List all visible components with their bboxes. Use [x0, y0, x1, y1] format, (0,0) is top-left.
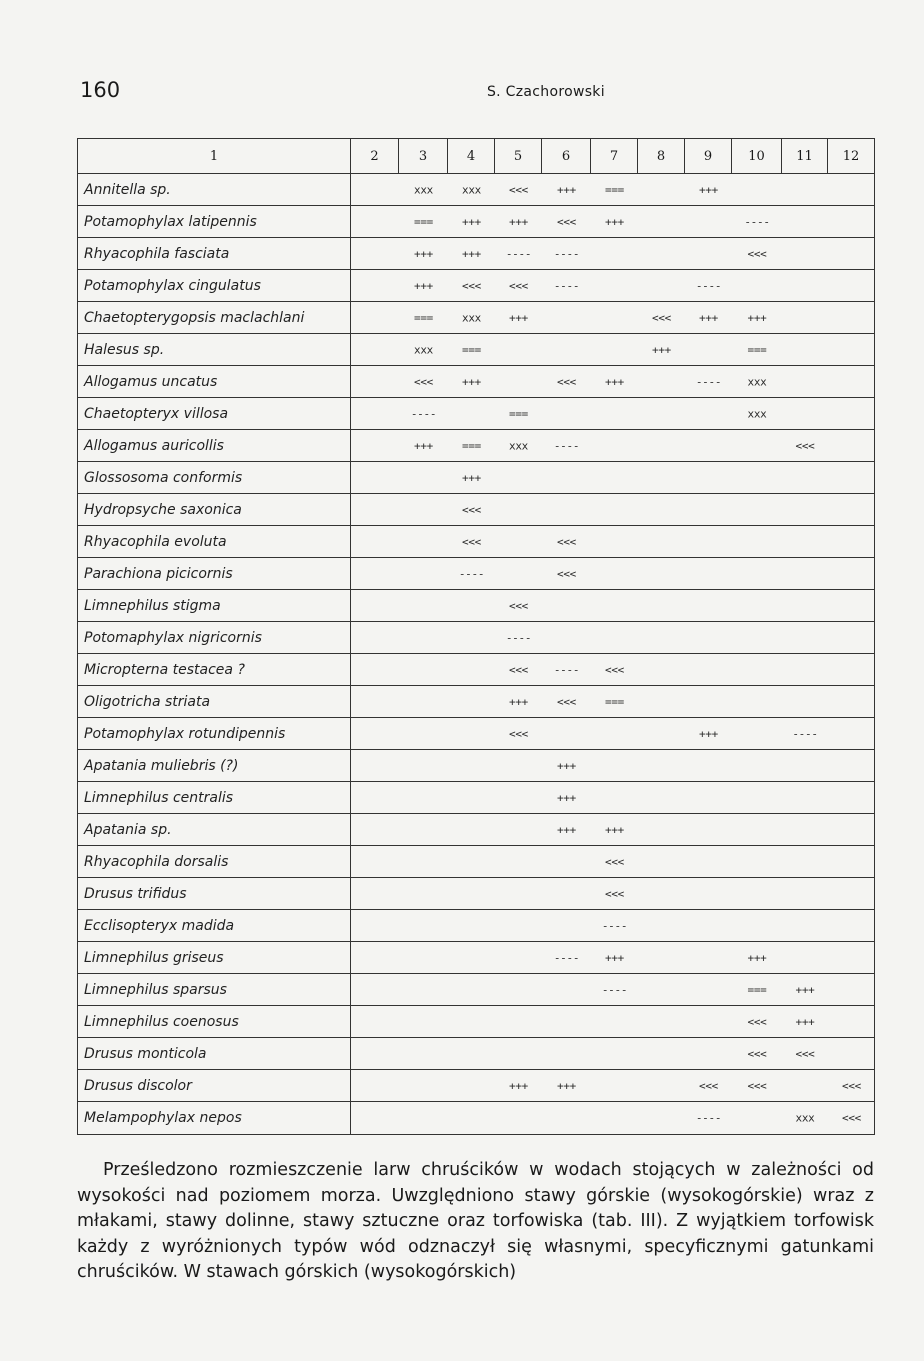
occurrence-cells: [351, 462, 875, 494]
species-name: Chaetopteryx villosa: [78, 398, 351, 430]
occurrence-mark: ----: [410, 407, 437, 420]
occurrence-mark: ----: [553, 279, 580, 292]
table-row: [78, 526, 875, 558]
occurrence-cells: [351, 430, 875, 462]
table-row: [78, 590, 875, 622]
occurrence-cells: [351, 302, 875, 334]
table-row: [78, 270, 875, 302]
column-header-7: 7: [591, 139, 638, 174]
occurrence-mark: +++: [509, 215, 528, 228]
column-header-4: 4: [448, 139, 495, 174]
species-name: Potamophylax rotundipennis: [78, 718, 351, 750]
occurrence-cells: [351, 1006, 875, 1038]
occurrence-mark: ----: [553, 247, 580, 260]
species-name: Potamophylax cingulatus: [78, 270, 351, 302]
occurrence-mark: ===: [605, 695, 624, 708]
column-header-10: 10: [732, 139, 782, 174]
column-header-3: 3: [399, 139, 448, 174]
occurrence-mark: xxx: [414, 343, 433, 356]
species-name: Limnephilus coenosus: [78, 1006, 351, 1038]
occurrence-cells: [351, 1102, 875, 1135]
occurrence-cells: [351, 334, 875, 366]
occurrence-mark: xxx: [414, 183, 433, 196]
species-name: Rhyacophila dorsalis: [78, 846, 351, 878]
occurrence-mark: +++: [557, 791, 576, 804]
occurrence-cells: [351, 974, 875, 1006]
species-name: Limnephilus stigma: [78, 590, 351, 622]
occurrence-mark: <<<: [509, 663, 528, 676]
table-row: [78, 878, 875, 910]
species-name: Allogamus auricollis: [78, 430, 351, 462]
occurrence-mark: xxx: [747, 407, 767, 420]
occurrence-mark: <<<: [557, 535, 576, 548]
occurrence-mark: <<<: [795, 439, 815, 452]
species-name: Apatania muliebris (?): [78, 750, 351, 782]
occurrence-mark: xxx: [509, 439, 528, 452]
table-row: [78, 430, 875, 462]
occurrence-mark: ----: [601, 983, 628, 996]
occurrence-mark: +++: [509, 311, 528, 324]
table-row: [78, 1102, 875, 1135]
table-row: [78, 558, 875, 590]
occurrence-cells: [351, 1038, 875, 1070]
table-row: [78, 334, 875, 366]
occurrence-mark: +++: [747, 951, 767, 964]
occurrence-cells: [351, 590, 875, 622]
table-row: [78, 302, 875, 334]
occurrence-mark: +++: [462, 471, 481, 484]
occurrence-cells: [351, 782, 875, 814]
occurrence-cells: [351, 910, 875, 942]
species-name: Allogamus uncatus: [78, 366, 351, 398]
column-header-2: 2: [351, 139, 399, 174]
occurrence-mark: ===: [462, 343, 481, 356]
occurrence-cells: [351, 750, 875, 782]
occurrence-cells: [351, 398, 875, 430]
species-name: Drusus trifidus: [78, 878, 351, 910]
occurrence-cells: [351, 174, 875, 206]
species-name: Micropterna testacea ?: [78, 654, 351, 686]
occurrence-cells: [351, 206, 875, 238]
occurrence-mark: +++: [795, 1015, 815, 1028]
occurrence-mark: +++: [557, 1079, 576, 1092]
occurrence-mark: ===: [509, 407, 528, 420]
occurrence-mark: ===: [747, 983, 767, 996]
occurrence-mark: xxx: [462, 311, 481, 324]
occurrence-mark: +++: [414, 279, 433, 292]
occurrence-cells: [351, 942, 875, 974]
occurrence-mark: <<<: [652, 311, 671, 324]
occurrence-mark: <<<: [462, 535, 481, 548]
occurrence-mark: <<<: [557, 567, 576, 580]
occurrence-cells: [351, 814, 875, 846]
occurrence-mark: +++: [557, 183, 576, 196]
occurrence-mark: ===: [747, 343, 767, 356]
table-row: [78, 686, 875, 718]
occurrence-cells: [351, 366, 875, 398]
occurrence-mark: ----: [695, 1111, 722, 1125]
occurrence-mark: <<<: [699, 1079, 718, 1092]
column-header-12: 12: [828, 139, 875, 174]
occurrence-mark: +++: [699, 183, 718, 196]
table-row: [78, 750, 875, 782]
species-name: Oligotricha striata: [78, 686, 351, 718]
occurrence-mark: ----: [553, 439, 580, 452]
occurrence-mark: +++: [462, 215, 481, 228]
occurrence-mark: ----: [601, 919, 628, 932]
species-name: Glossosoma conformis: [78, 462, 351, 494]
occurrence-cells: [351, 878, 875, 910]
species-name: Chaetopterygopsis maclachlani: [78, 302, 351, 334]
occurrence-mark: +++: [414, 439, 433, 452]
occurrence-cells: [351, 526, 875, 558]
occurrence-mark: <<<: [795, 1047, 815, 1060]
occurrence-mark: ----: [505, 631, 532, 644]
occurrence-mark: <<<: [509, 599, 528, 612]
occurrence-mark: +++: [795, 983, 815, 996]
species-name: Annitella sp.: [78, 174, 351, 206]
species-name: Potamophylax latipennis: [78, 206, 351, 238]
occurrence-mark: +++: [652, 343, 671, 356]
occurrence-cells: [351, 494, 875, 526]
table-row: [78, 494, 875, 526]
occurrence-mark: <<<: [747, 1015, 767, 1028]
table-row: [78, 1006, 875, 1038]
occurrence-mark: +++: [605, 375, 624, 388]
species-name: Limnephilus griseus: [78, 942, 351, 974]
table-row: [78, 718, 875, 750]
occurrence-mark: ===: [462, 439, 481, 452]
occurrence-cells: [351, 686, 875, 718]
occurrence-cells: [351, 1070, 875, 1102]
species-name: Rhyacophila fasciata: [78, 238, 351, 270]
species-name: Ecclisopteryx madida: [78, 910, 351, 942]
table-row: [78, 1038, 875, 1070]
occurrence-mark: <<<: [842, 1111, 861, 1125]
occurrence-mark: <<<: [747, 1047, 767, 1060]
table-body: [78, 174, 875, 1135]
occurrence-mark: <<<: [747, 247, 767, 260]
occurrence-mark: <<<: [509, 727, 528, 740]
occurrence-mark: ----: [744, 215, 770, 228]
occurrence-cells: [351, 622, 875, 654]
column-header-8: 8: [638, 139, 685, 174]
occurrence-mark: +++: [557, 823, 576, 836]
occurrence-cells: [351, 718, 875, 750]
table-row: [78, 814, 875, 846]
occurrence-mark: +++: [605, 823, 624, 836]
table-row: [78, 1070, 875, 1102]
page-number: 160: [80, 78, 121, 102]
occurrence-mark: <<<: [842, 1079, 861, 1092]
occurrence-mark: ----: [695, 375, 722, 388]
table-header-row: [78, 139, 875, 174]
species-name: Apatania sp.: [78, 814, 351, 846]
occurrence-mark: ----: [553, 951, 580, 964]
column-header-1: 1: [78, 139, 351, 174]
occurrence-mark: ===: [414, 215, 433, 228]
occurrence-mark: <<<: [509, 183, 528, 196]
species-name: Hydropsyche saxonica: [78, 494, 351, 526]
column-header-11: 11: [782, 139, 828, 174]
table-row: [78, 910, 875, 942]
occurrence-mark: +++: [557, 759, 576, 772]
occurrence-mark: <<<: [509, 279, 528, 292]
occurrence-mark: +++: [699, 727, 718, 740]
occurrence-mark: <<<: [747, 1079, 767, 1092]
occurrence-mark: xxx: [795, 1111, 815, 1125]
species-name: Drusus discolor: [78, 1070, 351, 1102]
species-name: Limnephilus sparsus: [78, 974, 351, 1006]
table-row: [78, 174, 875, 206]
occurrence-mark: +++: [509, 695, 528, 708]
paragraph-text: Prześledzono rozmieszczenie larw chruścików w wodach stojących w zależności od wysokości nad poziomem morza. Uwzględniono stawy górskie (wysokogórskie) wraz z młakami, stawy dolinne, stawy sztuczne oraz torfowiska (tab. III). Z wyjątkiem torfowisk każdy z wyróżnionych typów wód odznaczył się własnymi, specyficznymi gatunkami chruścików. W stawach górskich (wysokogórskich): [77, 1160, 874, 1282]
occurrence-mark: ----: [695, 279, 722, 292]
species-name: Drusus monticola: [78, 1038, 351, 1070]
occurrence-mark: +++: [605, 951, 624, 964]
occurrence-mark: <<<: [605, 887, 624, 900]
occurrence-mark: xxx: [462, 183, 481, 196]
occurrence-mark: <<<: [557, 695, 576, 708]
occurrence-mark: +++: [462, 375, 481, 388]
occurrence-mark: <<<: [605, 663, 624, 676]
table-row: [78, 942, 875, 974]
occurrence-mark: +++: [462, 247, 481, 260]
column-header-6: 6: [542, 139, 591, 174]
occurrence-mark: ===: [605, 183, 624, 196]
table-row: [78, 782, 875, 814]
occurrence-cells: [351, 846, 875, 878]
occurrence-mark: <<<: [462, 503, 481, 516]
species-name: Potomaphylax nigricornis: [78, 622, 351, 654]
occurrence-mark: <<<: [414, 375, 433, 388]
occurrence-mark: ----: [792, 727, 818, 740]
occurrence-mark: ----: [553, 663, 580, 676]
occurrence-mark: +++: [699, 311, 718, 324]
occurrence-mark: +++: [605, 215, 624, 228]
occurrence-mark: +++: [414, 247, 433, 260]
table-row: [78, 654, 875, 686]
table-row: [78, 622, 875, 654]
page-header: [80, 78, 874, 108]
occurrence-cells: [351, 238, 875, 270]
occurrence-mark: +++: [509, 1079, 528, 1092]
occurrence-mark: ----: [505, 247, 532, 260]
occurrence-mark: <<<: [462, 279, 481, 292]
occurrence-mark: <<<: [557, 215, 576, 228]
occurrence-mark: ===: [414, 311, 433, 324]
occurrence-mark: +++: [747, 311, 767, 324]
table-row: [78, 206, 875, 238]
occurrence-cells: [351, 654, 875, 686]
species-distribution-table: [77, 138, 875, 1135]
table-row: [78, 846, 875, 878]
occurrence-mark: xxx: [747, 375, 767, 388]
table-row: [78, 398, 875, 430]
species-name: Halesus sp.: [78, 334, 351, 366]
occurrence-cells: [351, 270, 875, 302]
species-name: Parachiona picicornis: [78, 558, 351, 590]
occurrence-mark: <<<: [557, 375, 576, 388]
species-name: Melampophylax nepos: [78, 1102, 351, 1135]
species-name: Limnephilus centralis: [78, 782, 351, 814]
column-header-9: 9: [685, 139, 732, 174]
table-row: [78, 238, 875, 270]
table-row: [78, 366, 875, 398]
body-paragraph: [77, 1158, 874, 1286]
column-header-5: 5: [495, 139, 542, 174]
occurrence-mark: ----: [458, 567, 485, 580]
running-head: S. Czachorowski: [487, 84, 605, 100]
table-row: [78, 974, 875, 1006]
occurrence-cells: [351, 558, 875, 590]
occurrence-mark: <<<: [605, 855, 624, 868]
table-row: [78, 462, 875, 494]
species-name: Rhyacophila evoluta: [78, 526, 351, 558]
